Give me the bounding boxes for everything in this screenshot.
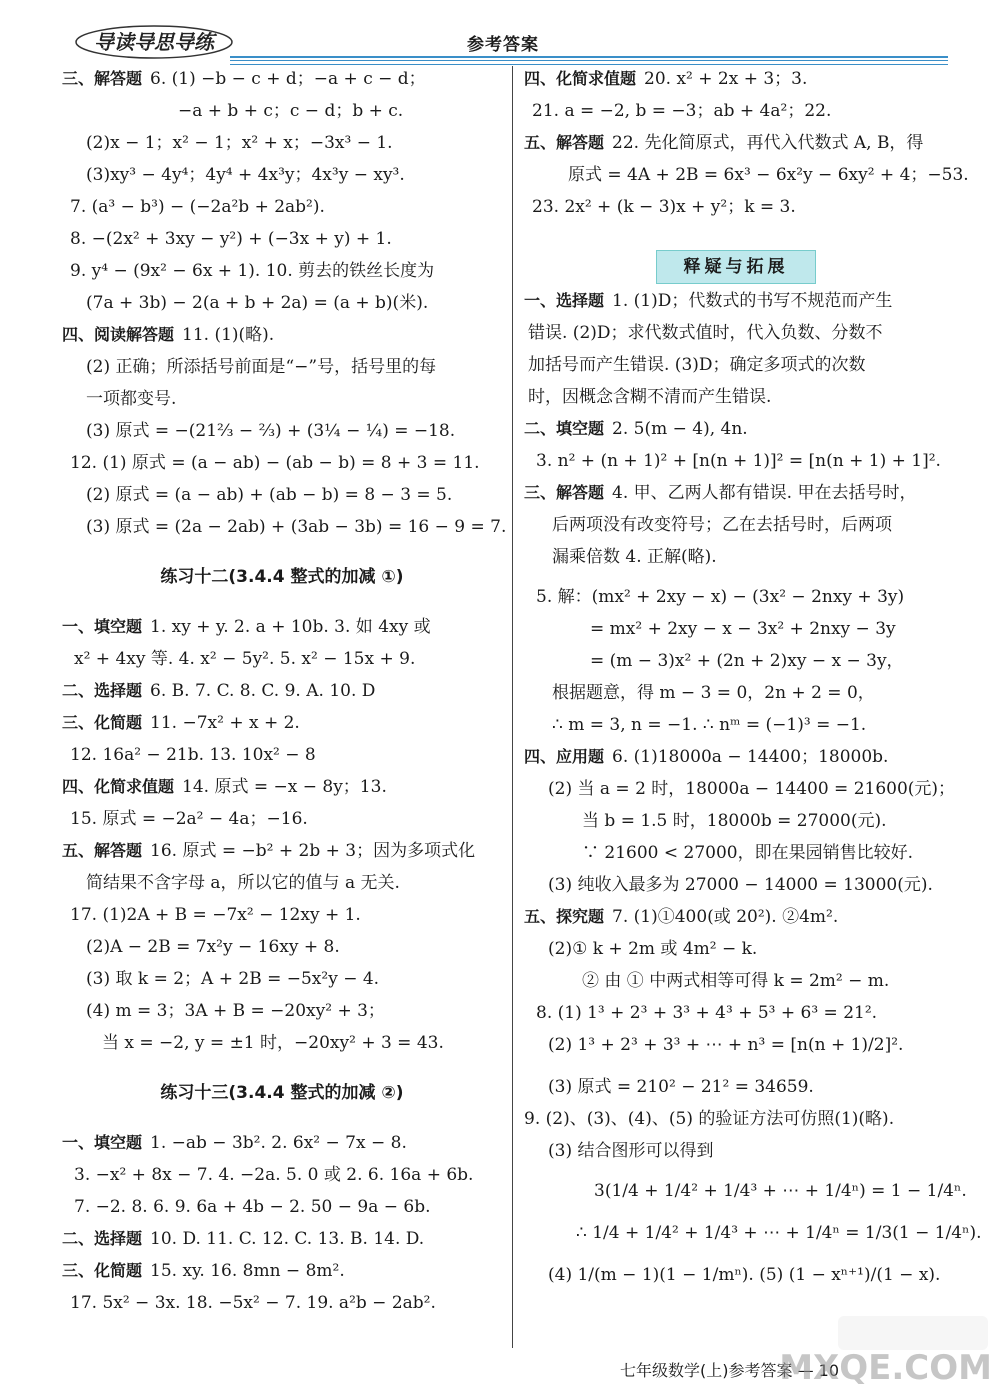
answer-text: 7. (a³ − b³) − (−2a²b + 2ab²). [70, 197, 325, 217]
answer-line [74, 648, 415, 670]
header-rule [230, 56, 948, 58]
section-heading [62, 1082, 502, 1104]
answer-line [86, 356, 436, 378]
question-type-label: 三、解答题 [524, 483, 605, 502]
answer-text: −a + b + c；c − d；b + c. [178, 101, 404, 121]
answer-text: 23. 2x² + (k − 3)x + y²；k = 3. [532, 197, 796, 217]
answer-text: 6. (1) −b − c + d；−a + c − d； [150, 69, 426, 89]
answer-line [532, 100, 831, 122]
answer-text: ② 由 ① 中两式相等可得 k = 2m² − m. [582, 971, 890, 991]
answer-line [86, 1000, 385, 1022]
answer-line [548, 1034, 903, 1056]
answer-line [528, 386, 771, 408]
answer-text: 16. 原式 = −b² + 2b + 3；因为多项式化 [150, 841, 476, 861]
answer-text: 漏乘倍数 4. 正解(略). [552, 547, 717, 567]
answer-line [86, 936, 340, 958]
answer-line [548, 1076, 814, 1098]
answer-line [548, 778, 955, 800]
watermark-badge [838, 1316, 988, 1350]
answer-text: 7. (1)①400(或 20²). ②4m². [612, 907, 839, 927]
answer-text: (3) 原式 = −(21⅔ − ⅔) + (3¼ − ¼) = −18. [86, 421, 456, 441]
answer-line [524, 68, 807, 90]
answer-line [552, 514, 892, 536]
answer-text: = mx² + 2xy − x − 3x² + 2nxy − 3y [590, 619, 896, 639]
answer-text: 1. −ab − 3b². 2. 6x² − 7x − 8. [150, 1133, 407, 1153]
answer-text: 4. 甲、乙两人都有错误. 甲在去括号时， [612, 483, 917, 503]
answer-line [74, 1196, 431, 1218]
answer-text: (2) 当 a = 2 时，18000a − 14400 = 21600(元)； [548, 779, 956, 799]
answer-text: ∴ 1/4 + 1/4² + 1/4³ + ⋯ + 1/4ⁿ = 1/3(1 − 1/4ⁿ). [576, 1223, 982, 1243]
answer-line [590, 618, 896, 640]
question-type-label: 五、探究题 [524, 907, 605, 926]
answer-line [86, 164, 405, 186]
heading-text: 练习十三(3.4.4 整式的加减 ②) [160, 1083, 404, 1103]
answer-text: (3) 纯收入最多为 27000 − 14000 = 13000(元). [548, 875, 933, 895]
answer-line [590, 650, 904, 672]
answer-text: (7a + 3b) − 2(a + b + 2a) = (a + b)(米). [86, 293, 429, 313]
answer-line [62, 776, 387, 798]
answer-text: 21. a = −2, b = −3；ab + 4a²；22. [532, 101, 832, 121]
header-rule-thin [230, 60, 948, 61]
watermark: MXQE.COM [779, 1348, 992, 1388]
answer-text: 加括号而产生错误. (3)D；确定多项式的次数 [528, 355, 866, 375]
answer-text: x² + 4xy 等. 4. x² − 5y². 5. x² − 15x + 9. [74, 649, 416, 669]
answer-line [86, 388, 176, 410]
heading-text: 练习十二(3.4.4 整式的加减 ①) [160, 567, 404, 587]
answer-line [70, 452, 480, 474]
answer-line [594, 1180, 967, 1202]
answer-line [70, 744, 316, 766]
answer-text: 7. −2. 8. 6. 9. 6a + 4b − 2. 50 − 9a − 6b. [74, 1197, 431, 1217]
question-type-label: 四、化简求值题 [524, 69, 637, 88]
question-type-label: 二、选择题 [62, 1229, 143, 1248]
answer-line [552, 714, 866, 736]
question-type-label: 一、选择题 [524, 291, 605, 310]
answer-text: 12. 16a² − 21b. 13. 10x² − 8 [70, 745, 316, 765]
question-type-label: 五、解答题 [524, 133, 605, 152]
answer-text: 14. 原式 = −x − 8y；13. [182, 777, 387, 797]
answer-text: 原式 = 4A + 2B = 6x³ − 6x²y − 6xy² + 4；−53. [568, 165, 969, 185]
answer-line [524, 132, 923, 154]
answer-line [582, 810, 887, 832]
answer-line [524, 1108, 894, 1130]
answer-text: 9. (2)、(3)、(4)、(5) 的验证方法可仿照(1)(略). [524, 1109, 895, 1129]
header-rule-thin [230, 64, 948, 65]
answer-line [86, 484, 452, 506]
answer-text: 17. 5x² − 3x. 18. −5x² − 7. 19. a²b − 2ab². [70, 1293, 436, 1313]
answer-text: 当 b = 1.5 时，18000b = 27000(元). [582, 811, 887, 831]
answer-line [532, 196, 796, 218]
page-footer: 七年级数学(上)参考答案 — 10 [620, 1361, 840, 1380]
answer-text: (3) 原式 = 210² − 21² = 34659. [548, 1077, 814, 1097]
answer-text: 1. xy + y. 2. a + 10b. 3. 如 4xy 或 [150, 617, 431, 637]
answer-line [62, 324, 274, 346]
answer-text: (2)① k + 2m 或 4m² − k. [548, 939, 758, 959]
answer-text: (2) 正确；所添括号前面是“−”号，括号里的每 [86, 357, 437, 377]
answer-line [86, 292, 428, 314]
answer-line [86, 872, 400, 894]
answer-line [86, 420, 455, 442]
answer-line [548, 874, 933, 896]
answer-line [62, 1228, 424, 1250]
answer-text: 6. (1)18000a − 14400；18000b. [612, 747, 889, 767]
answer-line [536, 1002, 877, 1024]
answer-line [70, 808, 308, 830]
question-type-label: 四、阅读解答题 [62, 325, 175, 344]
question-type-label: 三、化简题 [62, 1261, 143, 1280]
answer-text: 一项都变号. [86, 389, 177, 409]
answer-text: (3) 取 k = 2；A + 2B = −5x²y − 4. [86, 969, 380, 989]
answer-text: 当 x = −2, y = ±1 时，−20xy² + 3 = 43. [102, 1033, 444, 1053]
answer-line [582, 970, 889, 992]
answer-line [524, 906, 838, 928]
answer-text: = (m − 3)x² + (2n + 2)xy − x − 3y， [590, 651, 904, 671]
answer-line [70, 260, 434, 282]
answer-line [576, 1222, 982, 1244]
question-type-label: 五、解答题 [62, 841, 143, 860]
answer-line [178, 100, 403, 122]
answer-line [70, 196, 325, 218]
answer-line [62, 680, 375, 702]
answer-line [62, 840, 475, 862]
column-divider [512, 66, 513, 1348]
answer-text: (4) m = 3；3A + B = −20xy² + 3； [86, 1001, 385, 1021]
answer-text: 20. x² + 2x + 3；3. [644, 69, 808, 89]
question-type-label: 三、解答题 [62, 69, 143, 88]
answer-line [524, 418, 748, 440]
answer-line [102, 1032, 444, 1054]
answer-text: 8. −(2x² + 3xy − y²) + (−3x + y) + 1. [70, 229, 392, 249]
answer-text: (3) 原式 = (2a − 2ab) + (3ab − 3b) = 16 − 9 = 7. [86, 517, 507, 537]
answer-text: 17. (1)2A + B = −7x² − 12xy + 1. [70, 905, 361, 925]
answer-line [62, 712, 300, 734]
answer-line [62, 1260, 345, 1282]
answer-line [568, 164, 969, 186]
page-title: 参考答案 [467, 35, 539, 55]
answer-text: (4) 1/(m − 1)(1 − 1/mⁿ). (5) (1 − xⁿ⁺¹)/(1 − x). [548, 1265, 941, 1285]
answer-line [62, 1132, 407, 1154]
answer-line [552, 546, 717, 568]
answer-text: 10. D. 11. C. 12. C. 13. B. 14. D. [150, 1229, 425, 1249]
answer-text: 错误. (2)D；求代数式值时，代入负数、分数不 [528, 323, 883, 343]
answer-line [70, 228, 392, 250]
answer-line [524, 746, 888, 768]
answer-text: 3. −x² + 8x − 7. 4. −2a. 5. 0 或 2. 6. 16a + 6b. [74, 1165, 474, 1185]
answer-text: 5. 解：(mx² + 2xy − x) − (3x² − 2nxy + 3y) [536, 587, 905, 607]
answer-line [86, 132, 393, 154]
answer-line [524, 290, 892, 312]
answer-text: 时，因概念含糊不清而产生错误. [528, 387, 772, 407]
answer-line [62, 68, 426, 90]
answer-text: ∴ m = 3, n = −1. ∴ nᵐ = (−1)³ = −1. [552, 715, 867, 735]
answer-text: (3) 结合图形可以得到 [548, 1141, 714, 1161]
answer-line [536, 450, 941, 472]
answer-text: 6. B. 7. C. 8. C. 9. A. 10. D [150, 681, 376, 701]
answer-text: 22. 先化简原式，再代入代数式 A, B，得 [612, 133, 924, 153]
answer-line [86, 968, 379, 990]
answer-text: 15. xy. 16. 8mn − 8m². [150, 1261, 345, 1281]
answer-text: (2)A − 2B = 7x²y − 16xy + 8. [86, 937, 340, 957]
answer-text: 3(1/4 + 1/4² + 1/4³ + ⋯ + 1/4ⁿ) = 1 − 1/4ⁿ. [594, 1181, 967, 1201]
question-type-label: 一、填空题 [62, 617, 143, 636]
answer-text: 后两项没有改变符号；乙在去括号时，后两项 [552, 515, 892, 535]
question-type-label: 二、填空题 [524, 419, 605, 438]
answer-line [70, 1292, 436, 1314]
answer-text: (2)x − 1；x² − 1；x² + x；−3x³ − 1. [86, 133, 393, 153]
answer-text: 8. (1) 1³ + 2³ + 3³ + 4³ + 5³ + 6³ = 21². [536, 1003, 878, 1023]
answer-line [536, 586, 904, 608]
answer-line [552, 682, 875, 704]
answer-text: (2) 原式 = (a − ab) + (ab − b) = 8 − 3 = 5. [86, 485, 453, 505]
logo-text: 导读导思导练 [94, 30, 214, 54]
answer-line [528, 354, 866, 376]
answer-text: 简结果不含字母 a，所以它的值与 a 无关. [86, 873, 400, 893]
answer-text: (2) 1³ + 2³ + 3³ + ⋯ + n³ = [n(n + 1)/2]². [548, 1035, 904, 1055]
answer-text: 12. (1) 原式 = (a − ab) − (ab − b) = 8 + 3 = 11. [70, 453, 480, 473]
answer-text: 2. 5(m − 4), 4n. [612, 419, 748, 439]
answer-line [582, 842, 913, 864]
answer-line [524, 482, 916, 504]
answer-line [548, 1264, 940, 1286]
question-type-label: 四、化简求值题 [62, 777, 175, 796]
question-type-label: 四、应用题 [524, 747, 605, 766]
section-banner: 释疑与拓展 [656, 250, 816, 284]
question-type-label: 二、选择题 [62, 681, 143, 700]
answer-text: 根据题意，得 m − 3 = 0，2n + 2 = 0， [552, 683, 875, 703]
answer-line [70, 904, 361, 926]
question-type-label: 三、化简题 [62, 713, 143, 732]
answer-text: 1. (1)D；代数式的书写不规范而产生 [612, 291, 893, 311]
answer-line [74, 1164, 473, 1186]
answer-line [86, 516, 506, 538]
answer-text: (3)xy³ − 4y⁴；4y⁴ + 4x³y；4x³y − xy³. [86, 165, 405, 185]
answer-line [548, 938, 757, 960]
logo [74, 22, 234, 62]
answer-text: 3. n² + (n + 1)² + [n(n + 1)]² = [n(n + 1) + 1]². [536, 451, 941, 471]
answer-text: 11. (1)(略). [182, 325, 275, 345]
answer-line [62, 616, 431, 638]
section-heading [62, 566, 502, 588]
answer-text: ∵ 21600 < 27000，即在果园销售比较好. [582, 843, 914, 863]
answer-text: 9. y⁴ − (9x² − 6x + 1). 10. 剪去的铁丝长度为 [70, 261, 435, 281]
answer-line [548, 1140, 713, 1162]
question-type-label: 一、填空题 [62, 1133, 143, 1152]
answer-text: 11. −7x² + x + 2. [150, 713, 300, 733]
answer-text: 15. 原式 = −2a² − 4a；−16. [70, 809, 308, 829]
answer-line [528, 322, 883, 344]
